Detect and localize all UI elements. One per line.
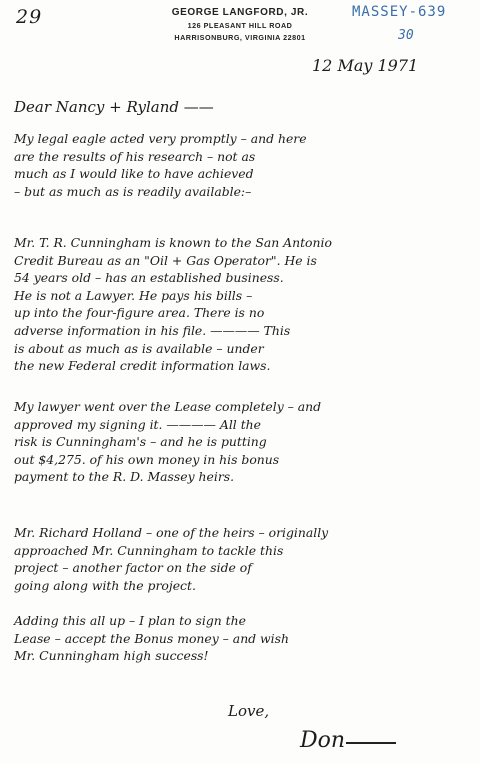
paragraph-2 (14, 234, 466, 375)
signature: Don (300, 728, 346, 753)
letterhead-address: 126 PLEASANT HILL ROAD (187, 21, 293, 30)
paragraph-line: risk is Cunningham's – and he is putting (14, 434, 267, 450)
letterhead (150, 6, 330, 44)
paragraph-line: payment to the R. D. Massey heirs. (14, 469, 235, 485)
paragraph-line: He is not a Lawyer. He pays his bills – (14, 287, 253, 303)
paragraph-line: the new Federal credit information laws. (14, 358, 271, 374)
paragraph-line: is about as much as is available – under (14, 340, 264, 356)
paragraph-line: Credit Bureau as an "Oil + Gas Operator". He is (14, 252, 317, 268)
paragraph-line: Adding this all up – I plan to sign the (14, 613, 246, 628)
paragraph-line: project – another factor on the side of (14, 560, 252, 576)
closing: Love, (228, 702, 270, 720)
paragraph-line: My legal eagle acted very promptly – and here (14, 131, 307, 146)
letter-date: 12 May 1971 (312, 56, 419, 75)
archive-sub-number: 30 (398, 28, 414, 43)
paragraph-line: adverse information in his file. ———— This (14, 322, 291, 338)
paragraph-line: Mr. T. R. Cunningham is known to the San Antonio (14, 235, 332, 250)
signature-flourish (346, 742, 396, 744)
paragraph-line: – but as much as is readily available:– (14, 183, 252, 199)
paragraph-line: Mr. Richard Holland – one of the heirs – originally (14, 525, 329, 540)
paragraph-line: much as I would like to have achieved (14, 166, 254, 182)
paragraph-4 (14, 524, 466, 594)
paragraph-5 (14, 612, 466, 665)
paragraph-line: 54 years old – has an established business. (14, 270, 284, 286)
letterhead-city: HARRISONBURG, VIRGINIA 22801 (174, 33, 306, 42)
paragraph-line: are the results of his research – not as (14, 148, 256, 164)
paragraph-line: up into the four-figure area. There is no (14, 305, 265, 321)
paragraph-line: Mr. Cunningham high success! (14, 648, 209, 664)
archive-code-stamp: MASSEY-639 (352, 4, 447, 20)
paragraph-line: My lawyer went over the Lease completely – and (14, 399, 322, 414)
paragraph-line: Lease – accept the Bonus money – and wish (14, 630, 289, 646)
handwritten-page-number: 29 (16, 6, 43, 28)
paragraph-line: approved my signing it. ———— All the (14, 416, 261, 432)
salutation: Dear Nancy + Ryland —— (14, 98, 214, 116)
paragraph-line: out $4,275. of his own money in his bonus (14, 451, 280, 467)
letterhead-name: GEORGE LANGFORD, JR. (171, 7, 309, 18)
paragraph-line: approached Mr. Cunningham to tackle this (14, 542, 284, 558)
paragraph-1 (14, 130, 466, 200)
paragraph-line: going along with the project. (14, 577, 196, 593)
paragraph-3 (14, 398, 466, 486)
